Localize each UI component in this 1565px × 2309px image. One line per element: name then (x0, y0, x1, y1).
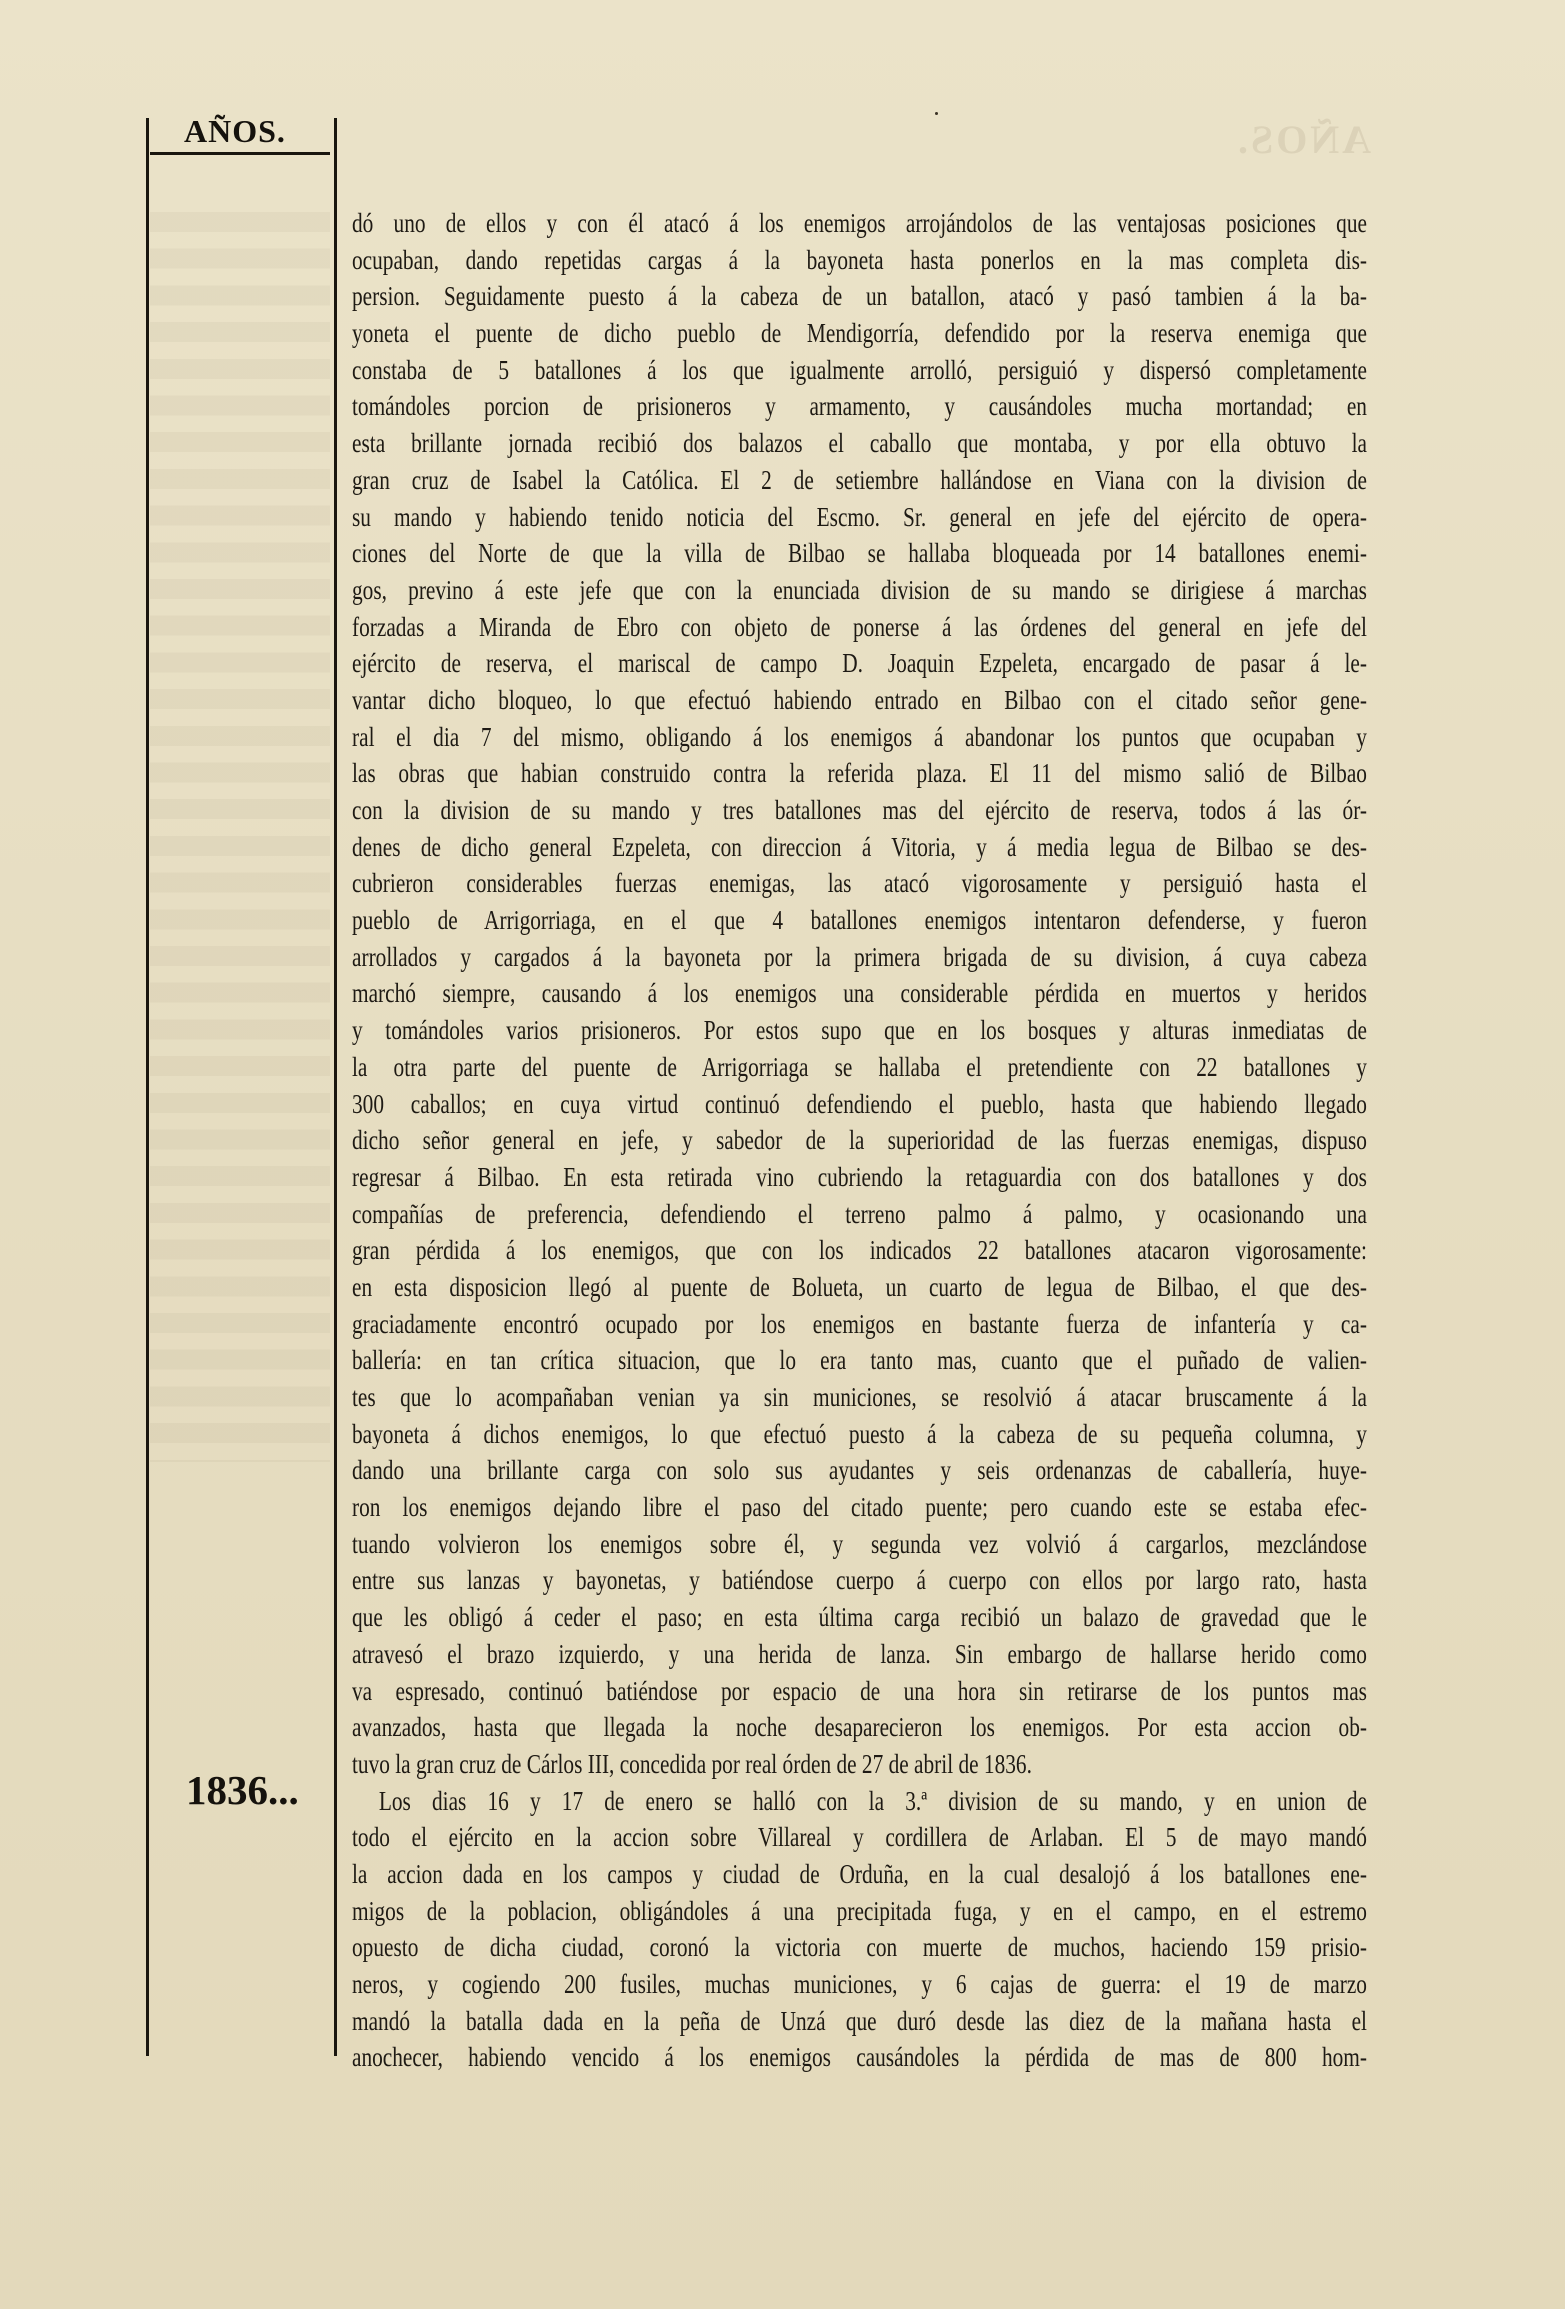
text-line: constaba de 5 batallones á los que igualmente arrolló, persiguió y dispersó completamente (352, 354, 1367, 385)
text-line: con la division de su mando y tres batallones mas del ejército de reserva, todos á las ór- (352, 795, 1367, 825)
text-line: las obras que habian construido contra la referida plaza. El 11 del mismo salió de Bilbao (352, 758, 1367, 789)
text-line: opuesto de dicha ciudad, coronó la victoria con muerte de muchos, haciendo 159 prisio- (352, 1932, 1367, 1963)
text-line: va espresado, continuó batiéndose por espacio de una hora sin retirarse de los puntos mas (352, 1675, 1367, 1706)
text-line: gos, previno á este jefe que con la enunciada division de su mando se dirigiese á marchas (352, 574, 1367, 605)
paper-speck (935, 112, 938, 115)
text-line: tuvo la gran cruz de Cárlos III, concedida por real órden de 27 de abril de 1836. (352, 1748, 1032, 1779)
text-line: yoneta el puente de dicho pueblo de Mendigorría, defendido por la reserva enemiga que (352, 318, 1367, 349)
text-line: dicho señor general en jefe, y sabedor de la superioridad de las fuerzas enemigas, dispuso (352, 1125, 1367, 1156)
text-line: cubrieron considerables fuerzas enemigas, las atacó vigorosamente y persiguió hasta el (352, 868, 1367, 899)
text-line: la accion dada en los campos y ciudad de Orduña, en la cual desalojó á los batallones ene- (352, 1858, 1367, 1889)
header-underline (150, 152, 330, 155)
text-line: tomándoles porcion de prisioneros y armamento, y causándoles mucha mortandad; en (352, 391, 1367, 422)
text-line: ciones del Norte de que la villa de Bilbao se hallaba bloqueada por 14 batallones enemi- (352, 538, 1367, 569)
margin-left-rule (146, 118, 149, 2056)
text-line: atravesó el brazo izquierdo, y una herida de lanza. Sin embargo de hallarse herido como (352, 1638, 1367, 1669)
text-line: y tomándoles varios prisioneros. Por estos supo que en los bosques y alturas inmediatas de (352, 1015, 1367, 1046)
text-line: Los dias 16 y 17 de enero se halló con la 3.ª division de su mando, y en union de (378, 1785, 1367, 1816)
text-line: persion. Seguidamente puesto á la cabeza de un batallon, atacó y pasó tambien á la ba- (352, 281, 1367, 312)
text-line: mandó la batalla dada en la peña de Unzá que duró desde las diez de la mañana hasta el (352, 2005, 1367, 2036)
text-line: forzadas a Miranda de Ebro con objeto de ponerse á las órdenes del general en jefe del (352, 611, 1367, 642)
text-line: su mando y habiendo tenido noticia del Escmo. Sr. general en jefe del ejército de opera- (352, 501, 1367, 532)
margin-right-rule (334, 118, 337, 2056)
text-line: denes de dicho general Ezpeleta, con direccion á Vitoria, y á media legua de Bilbao se des- (352, 831, 1367, 862)
text-line: gran pérdida á los enemigos, que con los indicados 22 batallones atacaron vigorosamente: (352, 1235, 1367, 1266)
text-line: neros, y cogiendo 200 fusiles, muchas municiones, y 6 cajas de guerra: el 19 de marzo (352, 1969, 1367, 1999)
text-line: pueblo de Arrigorriaga, en el que 4 batallones enemigos intentaron defenderse, y fueron (352, 905, 1367, 936)
text-line: entre sus lanzas y bayonetas, y batiéndose cuerpo á cuerpo con ellos por largo rato, hasta (352, 1565, 1367, 1596)
bleed-through-header: AÑOS. (1235, 117, 1372, 162)
text-line: bayoneta á dichos enemigos, lo que efectuó puesto á la cabeza de su pequeña columna, y (352, 1418, 1367, 1449)
margin-year-1836: 1836... (186, 1767, 299, 1813)
text-line: ejército de reserva, el mariscal de campo D. Joaquin Ezpeleta, encargado de pasar á le- (352, 648, 1367, 679)
text-line: tuando volvieron los enemigos sobre él, y segunda vez volvió á cargarlos, mezclándose (352, 1528, 1367, 1559)
text-line: en esta disposicion llegó al puente de Bolueta, un cuarto de legua de Bilbao, el que des- (352, 1271, 1367, 1302)
text-line: compañías de preferencia, defendiendo el terreno palmo á palmo, y ocasionando una (352, 1198, 1367, 1229)
text-line: que les obligó á ceder el paso; en esta última carga recibió un balazo de gravedad que le (352, 1602, 1367, 1633)
text-line: dó uno de ellos y con él atacó á los enemigos arrojándolos de las ventajosas posiciones que (352, 208, 1367, 238)
text-line: anochecer, habiendo vencido á los enemigos causándoles la pérdida de mas de 800 hom- (352, 2042, 1367, 2073)
text-line: marchó siempre, causando á los enemigos una considerable pérdida en muertos y heridos (352, 978, 1367, 1009)
bleed-through-text (150, 212, 330, 1462)
text-line: graciadamente encontró ocupado por los enemigos en bastante fuerza de infantería y ca- (352, 1308, 1367, 1339)
text-line: ballería: en tan crítica situacion, que lo era tanto mas, cuanto que el puñado de valien- (352, 1345, 1367, 1376)
margin-column-header: AÑOS. (184, 113, 286, 149)
text-line: esta brillante jornada recibió dos balazos el caballo que montaba, y por ella obtuvo la (352, 428, 1367, 459)
text-line: ral el dia 7 del mismo, obligando á los enemigos á abandonar los puntos que ocupaban y (352, 721, 1367, 752)
text-line: gran cruz de Isabel la Católica. El 2 de setiembre hallándose en Viana con la division de (352, 464, 1367, 495)
text-line: regresar á Bilbao. En esta retirada vino cubriendo la retaguardia con dos batallones y dos (352, 1161, 1367, 1192)
text-line: todo el ejército en la accion sobre Villareal y cordillera de Arlaban. El 5 de mayo mandó (352, 1822, 1367, 1853)
body-text-column (352, 205, 1367, 2076)
text-line: dando una brillante carga con solo sus ayudantes y seis ordenanzas de caballería, huye- (352, 1455, 1367, 1486)
text-line: ron los enemigos dejando libre el paso del citado puente; pero cuando este se estaba efec- (352, 1492, 1367, 1523)
text-line: avanzados, hasta que llegada la noche desaparecieron los enemigos. Por esta accion ob- (352, 1712, 1367, 1743)
text-line: vantar dicho bloqueo, lo que efectuó habiendo entrado en Bilbao con el citado señor gene- (352, 684, 1367, 715)
text-line: la otra parte del puente de Arrigorriaga se hallaba el pretendiente con 22 batallones y (352, 1051, 1367, 1082)
text-line: tes que lo acompañaban venian ya sin municiones, se resolvió á atacar bruscamente á la (352, 1382, 1367, 1412)
text-line: arrollados y cargados á la bayoneta por la primera brigada de su division, á cuya cabeza (352, 941, 1367, 972)
text-line: migos de la poblacion, obligándoles á una precipitada fuga, y en el campo, en el estremo (352, 1895, 1367, 1926)
text-line: ocupaban, dando repetidas cargas á la bayoneta hasta ponerlos en la mas completa dis- (352, 244, 1367, 275)
text-line: 300 caballos; en cuya virtud continuó defendiendo el pueblo, hasta que habiendo llegado (352, 1088, 1367, 1119)
